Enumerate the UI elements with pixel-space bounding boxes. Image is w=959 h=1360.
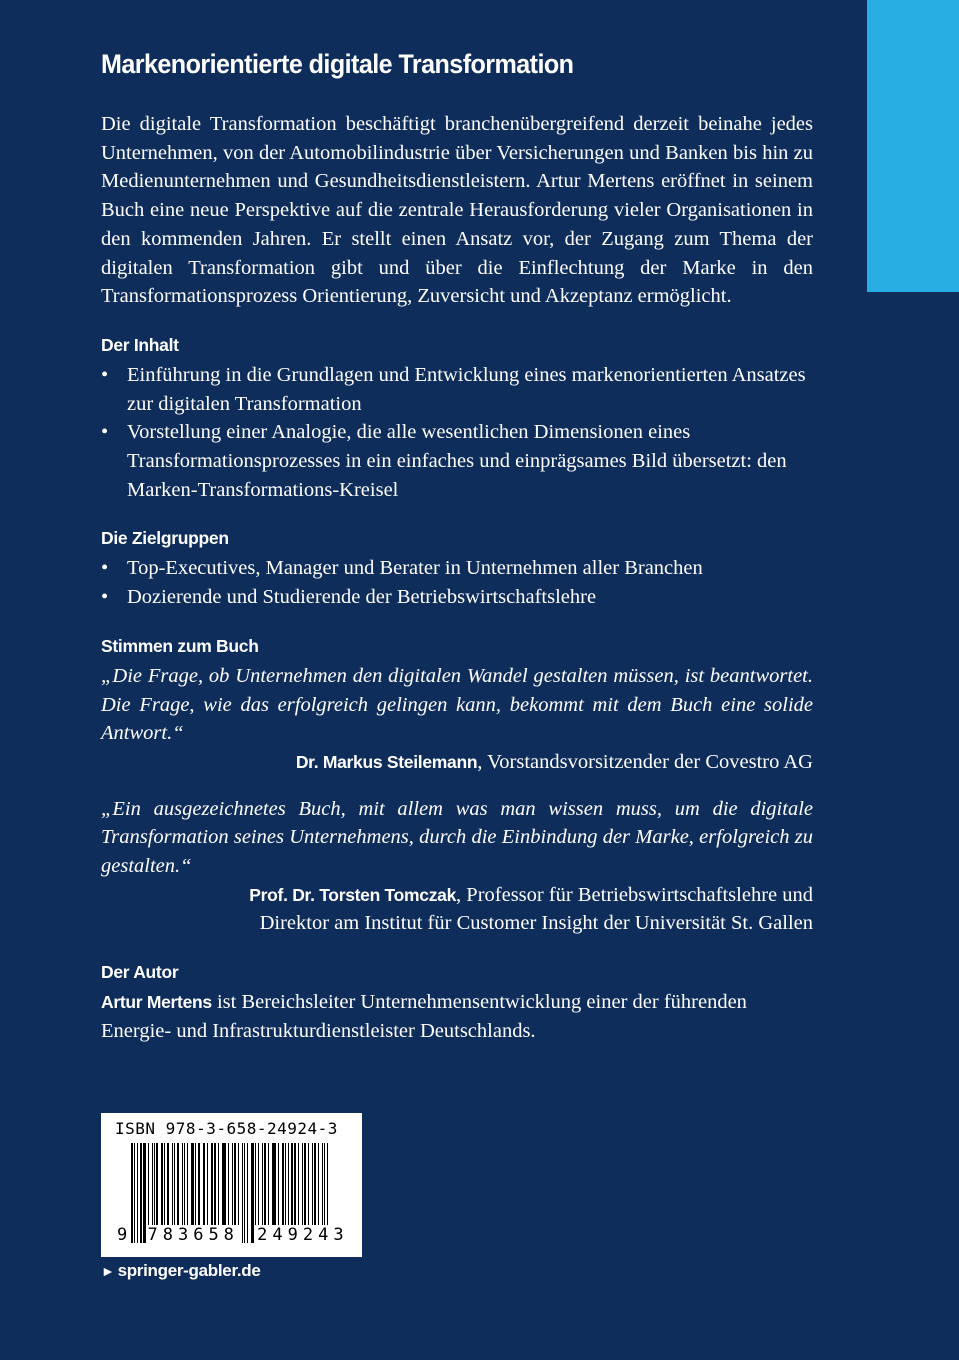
- quote-1-attribution: [101, 748, 813, 777]
- list-item: • Vorstellung einer Analogie, die alle wesentlichen Dimensionen eines Transformationsprozesses in ein einfaches und einprägsames Bild übersetzt: den Marken-Transformations-Kreisel: [101, 418, 813, 504]
- isbn-text: ISBN 978-3-658-24924-3: [115, 1119, 338, 1138]
- section-heading-inhalt: Der Inhalt: [101, 334, 179, 355]
- quote-2-role: , Professor für Betriebswirtschaftslehre und: [456, 883, 813, 906]
- list-item: • Dozierende und Studierende der Betriebswirtschaftslehre: [101, 583, 813, 612]
- section-heading-autor: Der Autor: [101, 962, 179, 983]
- barcode-digits-right: 249243: [257, 1225, 349, 1245]
- back-cover-content: [101, 44, 813, 1046]
- quote-2: „Ein ausgezeichnetes Buch, mit allem was man wissen muss, um die digitale Transformation seines Unternehmens, durch die Einbindung der Marke, erfolgreich zu gestalten.“: [101, 797, 813, 878]
- list-item: • Top-Executives, Manager und Berater in Unternehmen aller Branchen: [101, 554, 813, 583]
- barcode-digits: [115, 1225, 351, 1245]
- triangle-right-icon: ►: [101, 1263, 115, 1279]
- author-name: Artur Mertens: [101, 992, 212, 1013]
- publisher-website[interactable]: [101, 1261, 260, 1281]
- quote-1: „Die Frage, ob Unternehmen den digitalen Wandel gestalten müssen, ist beantwortet. Die Frage, wie das erfolgreich gelingen kann, bekommt mit dem Buch eine solide Antwort.“: [101, 664, 813, 745]
- quote-2-name: Prof. Dr. Torsten Tomczak: [249, 884, 457, 905]
- book-title: Markenorientierte digitale Transformation: [101, 49, 574, 79]
- quote-2-role-line2: Direktor am Institut für Customer Insight der Universität St. Gallen: [259, 912, 813, 935]
- inhalt-list: [101, 361, 813, 505]
- section-heading-stimmen: Stimmen zum Buch: [101, 635, 259, 656]
- author-description: ist Bereichsleiter Unternehmensentwicklung einer der führenden Energie- und Infrastrukturdienstleister Deutschlands.: [101, 991, 747, 1042]
- author-paragraph: [101, 988, 813, 1045]
- section-heading-zielgruppen: Die Zielgruppen: [101, 528, 229, 549]
- barcode-digits-left: 783658: [147, 1225, 239, 1245]
- accent-tab: [867, 0, 959, 292]
- list-item: • Einführung in die Grundlagen und Entwicklung eines markenorientierten Ansatzes zur digitalen Transformation: [101, 361, 813, 418]
- barcode-digit-first: 9: [117, 1225, 128, 1245]
- quote-1-name: Dr. Markus Steilemann: [295, 751, 478, 772]
- intro-paragraph: Die digitale Transformation beschäftigt branchenübergreifend derzeit beinahe jedes Unternehmen, von der Automobilindustrie über Versicherungen und Banken bis hin zu Medienunternehmen und Gesundheitsdienstleistern. Artur Mertens eröffnet in seinem Buch eine neue Perspektive auf die zentrale Herausforderung vieler Organisationen in den kommenden Jahren. Er stellt einen Ansatz vor, der Zugang zum Thema der digitalen Transformation gibt und über die Einflechtung der Marke in den Transformationsprozess Orientierung, Zuversicht und Akzeptanz ermöglicht.: [101, 113, 813, 308]
- website-text: springer-gabler.de: [117, 1261, 261, 1280]
- zielgruppen-list: [101, 554, 813, 611]
- quote-2-attribution: [101, 881, 813, 910]
- isbn-barcode: [101, 1113, 362, 1257]
- quote-1-role: , Vorstandsvorsitzender der Covestro AG: [477, 750, 813, 773]
